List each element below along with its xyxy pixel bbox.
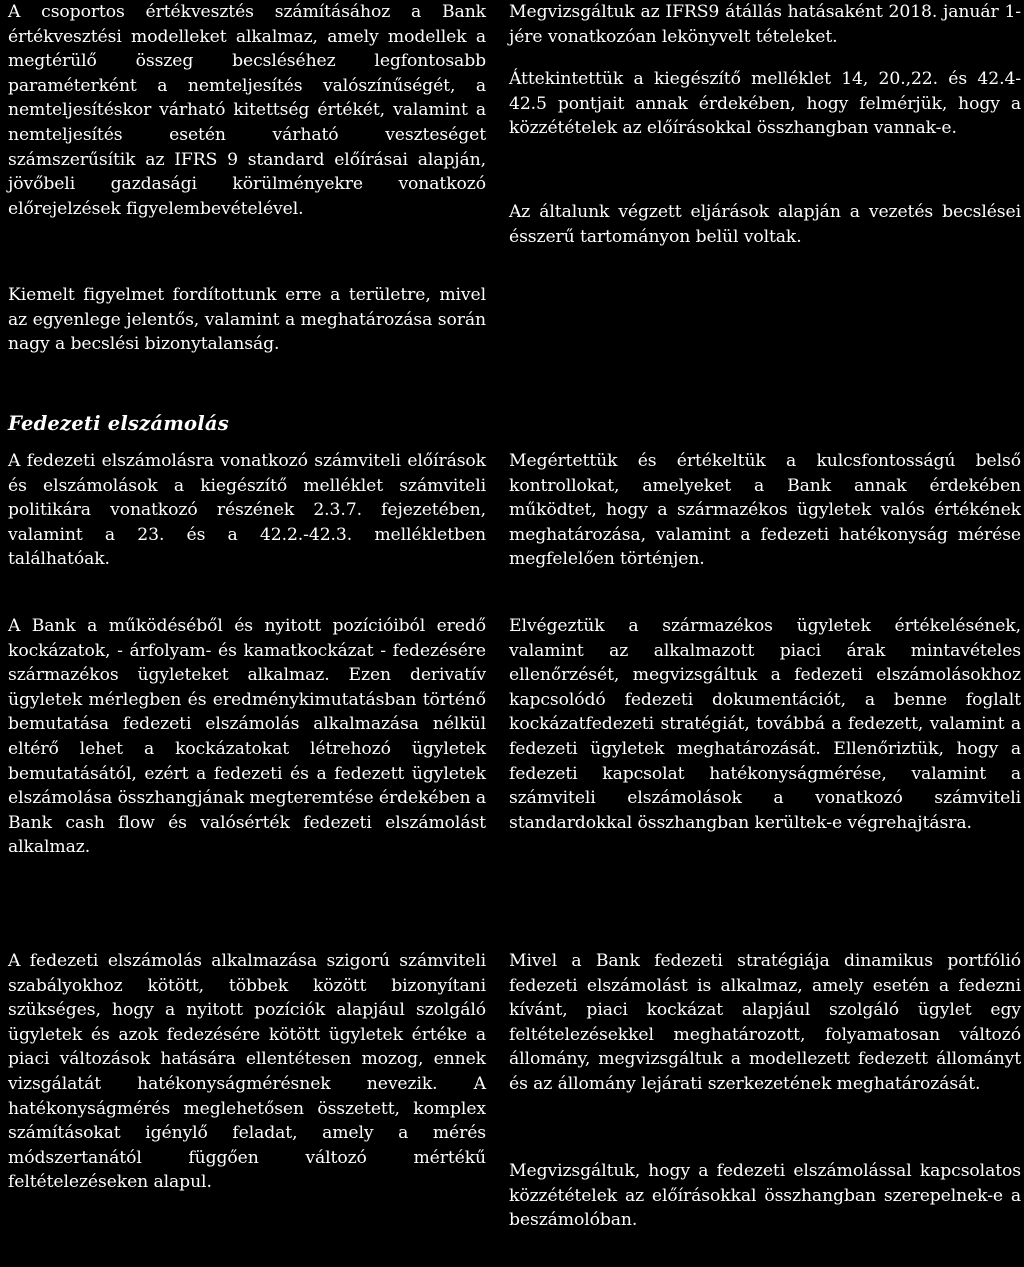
paragraph-hedge-derivatives: A Bank a működéséből és nyitott pozícióiból eredő kockázatok, - árfolyam- és kamatkockázat - fedezésére származékos ügyleteket alkalmaz. Ezen derivatív ügyletek mérlegben és eredménykimutatásban történő bemutatása fedezeti elszámolás alkalmazása nélkül eltérő lehet a kockázatokat létrehozó ügyletek bemutatásától, ezért a fedezeti és a fedezett ügyletek elszámolása összhangjának megteremtése érdekében a Bank cash flow és valósérték fedezeti elszámolást alkalmaz. <box>8 616 486 858</box>
paragraph-hedge-accounting-references: A fedezeti elszámolásra vonatkozó számviteli előírások és elszámolások a kiegészítő melléklet számviteli politikára vonatkozó részének 2.3.7. fejezetében, valamint a 23. és a 42.2.-42.3. mellékletben találhatóak. <box>8 451 486 570</box>
paragraph-valuation-testing: Elvégeztük a származékos ügyletek értékelésének, valamint az alkalmazott piaci árak mintavételes ellenőrzését, megvizsgáltuk a fedezeti elszámolásokhoz kapcsolódó fedezeti dokumentációt, a benne foglalt kockázatfedezeti stratégiát, továbbá a fedezett, valamint a fedezeti ügyletek meghatározását. Ellenőriztük, hogy a fedezeti kapcsolat hatékonyságmérése, valamint a számviteli elszámolások a vonatkozó számviteli standardokkal összhangban kerültek-e végrehajtásra. <box>509 616 1021 833</box>
paragraph-impairment-methodology: A csoportos értékvesztés számításához a Bank értékvesztési modelleket alkalmaz, amely modellek a megtérülő összeg becsléséhez legfontosabb paraméterként a nemteljesítés valószínűségét, a nemteljesítéskor várható kitettség értékét, valamint a nemteljesítés esetén várható veszteséget számszerűsítik az IFRS 9 standard előírásai alapján, jövőbeli gazdasági körülményekre vonatkozó előrejelzések figyelembevételével. <box>8 2 486 219</box>
paragraph-disclosures: Megvizsgáltuk, hogy a fedezeti elszámolással kapcsolatos közzétételek az előírásokkal összhangban szerepelnek-e a beszámolóban. <box>509 1161 1021 1231</box>
paragraph-notes-review: Áttekintettük a kiegészítő melléklet 14, 20.,22. és 42.4-42.5 pontjait annak érdekében, hogy felmérjük, hogy a közzétételek az előírásokkal összhangban vannak-e. <box>509 69 1021 139</box>
paragraph-internal-controls: Megértettük és értékeltük a kulcsfontosságú belső kontrollokat, amelyeket a Bank annak érdekében működtet, hogy a származékos ügyletek valós értékének meghatározása, valamint a fedezeti hatékonyság mérése megfelelően történjen. <box>509 451 1021 570</box>
paragraph-ifrs9-transition: Megvizsgáltuk az IFRS9 átállás hatásaként 2018. január 1-jére vonatkozóan lekönyvelt tételeket. <box>509 2 1021 47</box>
paragraph-portfolio-hedge: Mivel a Bank fedezeti stratégiája dinamikus portfólió fedezeti elszámolást is alkalmaz, amely esetén a fedezni kívánt, piaci kockázat alapjául szolgáló ügylet egy feltételezésekkel meghatározott, folyamatosan változó állomány, megvizsgáltuk a modellezett fedezett állományt és az állomány lejárati szerkezetének meghatározását. <box>509 951 1021 1094</box>
section-title: Fedezeti elszámolás <box>8 412 229 435</box>
paragraph-impairment-focus: Kiemelt figyelmet fordítottunk erre a területre, mivel az egyenlege jelentős, valamint a meghatározása során nagy a becslési bizonytalanság. <box>8 285 486 355</box>
paragraph-conclusion: Az általunk végzett eljárások alapján a vezetés becslései ésszerű tartományon belül voltak. <box>509 202 1021 247</box>
paragraph-hedge-effectiveness: A fedezeti elszámolás alkalmazása szigorú számviteli szabályokhoz kötött, többek között bizonyítani szükséges, hogy a nyitott pozíciók alapjául szolgáló ügyletek és azok fedezésére kötött ügyletek értéke a piaci változások hatására ellentétesen mozog, ennek vizsgálatát hatékonyságmérésnek nevezik. A hatékonyságmérés meglehetősen összetett, komplex számításokat igénylő feladat, amely a mérés módszertanától függően változó mértékű feltételezéseken alapul. <box>8 951 486 1193</box>
